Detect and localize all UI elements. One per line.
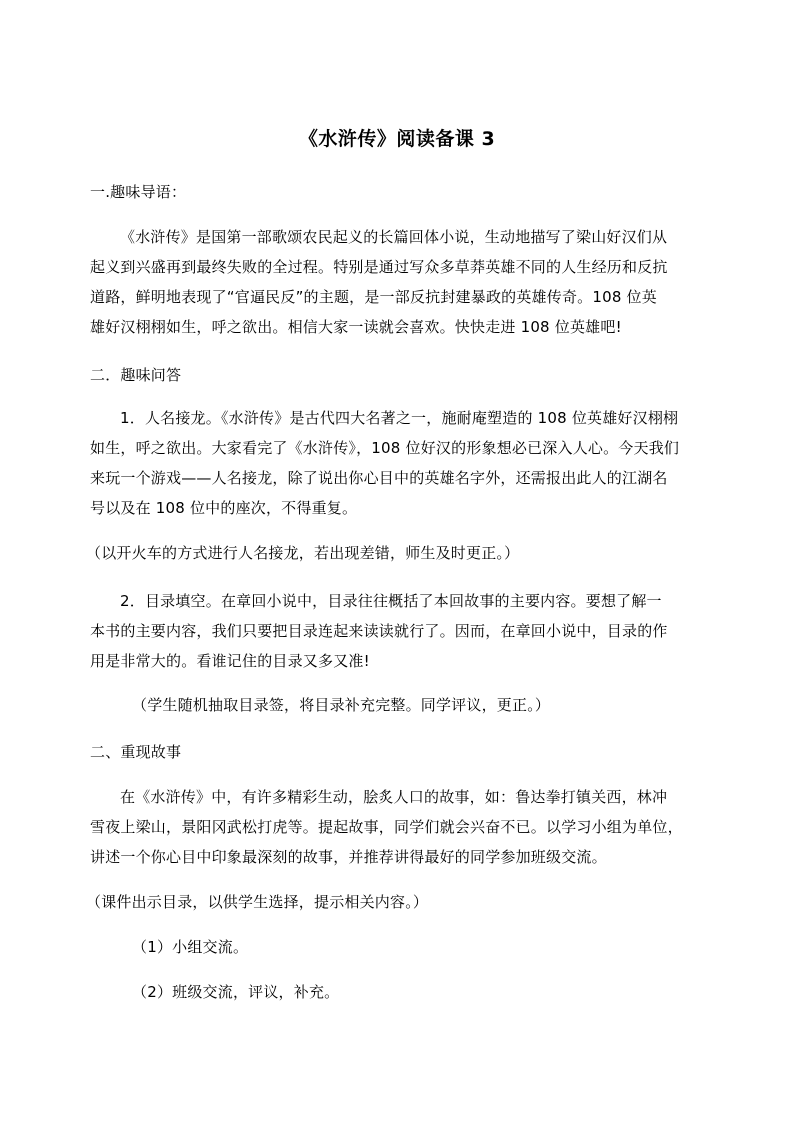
paragraph-line: 如生，呼之欲出。大家看完了《水浒传》，108 位好汉的形象想必已深入人心。今天我们 bbox=[90, 439, 680, 457]
step-item: （2）班级交流，评议，补充。 bbox=[132, 983, 340, 1001]
section-heading-quiz: 二．趣味问答 bbox=[90, 366, 182, 384]
paragraph-line: 讲述一个你心目中印象最深刻的故事，并推荐讲得最好的同学参加班级交流。 bbox=[90, 848, 607, 866]
paragraph-line: 本书的主要内容，我们只要把目录连起来读读就行了。因而，在章回小说中，目录的作 bbox=[90, 622, 668, 640]
paragraph-line: 在《水浒传》中，有许多精彩生动，脍炙人口的故事，如：鲁达拳打镇关西，林冲 bbox=[120, 788, 668, 806]
step-item: （1）小组交流。 bbox=[132, 938, 249, 956]
section-heading-retell: 二、重现故事 bbox=[90, 743, 182, 761]
teaching-note: （学生随机抽取目录签，将目录补充完整。同学评议，更正。） bbox=[132, 696, 551, 714]
paragraph-line: 《水浒传》是国第一部歌颂农民起义的长篇回体小说，生动地描写了梁山好汉们从 bbox=[120, 228, 668, 246]
paragraph-line: 雄好汉栩栩如生，呼之欲出。相信大家一读就会喜欢。快快走进 108 位英雄吧! bbox=[90, 318, 622, 336]
paragraph-line: 号以及在 108 位中的座次，不得重复。 bbox=[90, 499, 358, 517]
paragraph-line: 用是非常大的。看谁记住的目录又多又准! bbox=[90, 652, 370, 670]
paragraph-line: 来玩一个游戏——人名接龙，除了说出你心目中的英雄名字外，还需报出此人的江湖名 bbox=[90, 469, 668, 487]
page-title: 《水浒传》阅读备课 3 bbox=[298, 128, 496, 150]
paragraph-line: 起义到兴盛再到最终失败的全过程。特别是通过写众多草莽英雄不同的人生经历和反抗 bbox=[90, 258, 668, 276]
paragraph-line: 雪夜上梁山，景阳冈武松打虎等。提起故事，同学们就会兴奋不已。以学习小组为单位， bbox=[90, 818, 683, 836]
section-heading-intro: 一.趣味导语： bbox=[90, 183, 187, 201]
teaching-note: （课件出示目录，以供学生选择，提示相关内容。） bbox=[86, 893, 429, 911]
paragraph-line: 1．人名接龙。《水浒传》是古代四大名著之一，施耐庵塑造的 108 位英雄好汉栩栩 bbox=[120, 409, 679, 427]
paragraph-line: 2．目录填空。在章回小说中，目录往往概括了本回故事的主要内容。要想了解一 bbox=[120, 592, 662, 610]
paragraph-line: 道路，鲜明地表现了“官逼民反”的主题，是一部反抗封建暴政的英雄传奇。108 位英 bbox=[90, 288, 657, 306]
teaching-note: （以开火车的方式进行人名接龙，若出现差错，师生及时更正。） bbox=[86, 544, 520, 562]
